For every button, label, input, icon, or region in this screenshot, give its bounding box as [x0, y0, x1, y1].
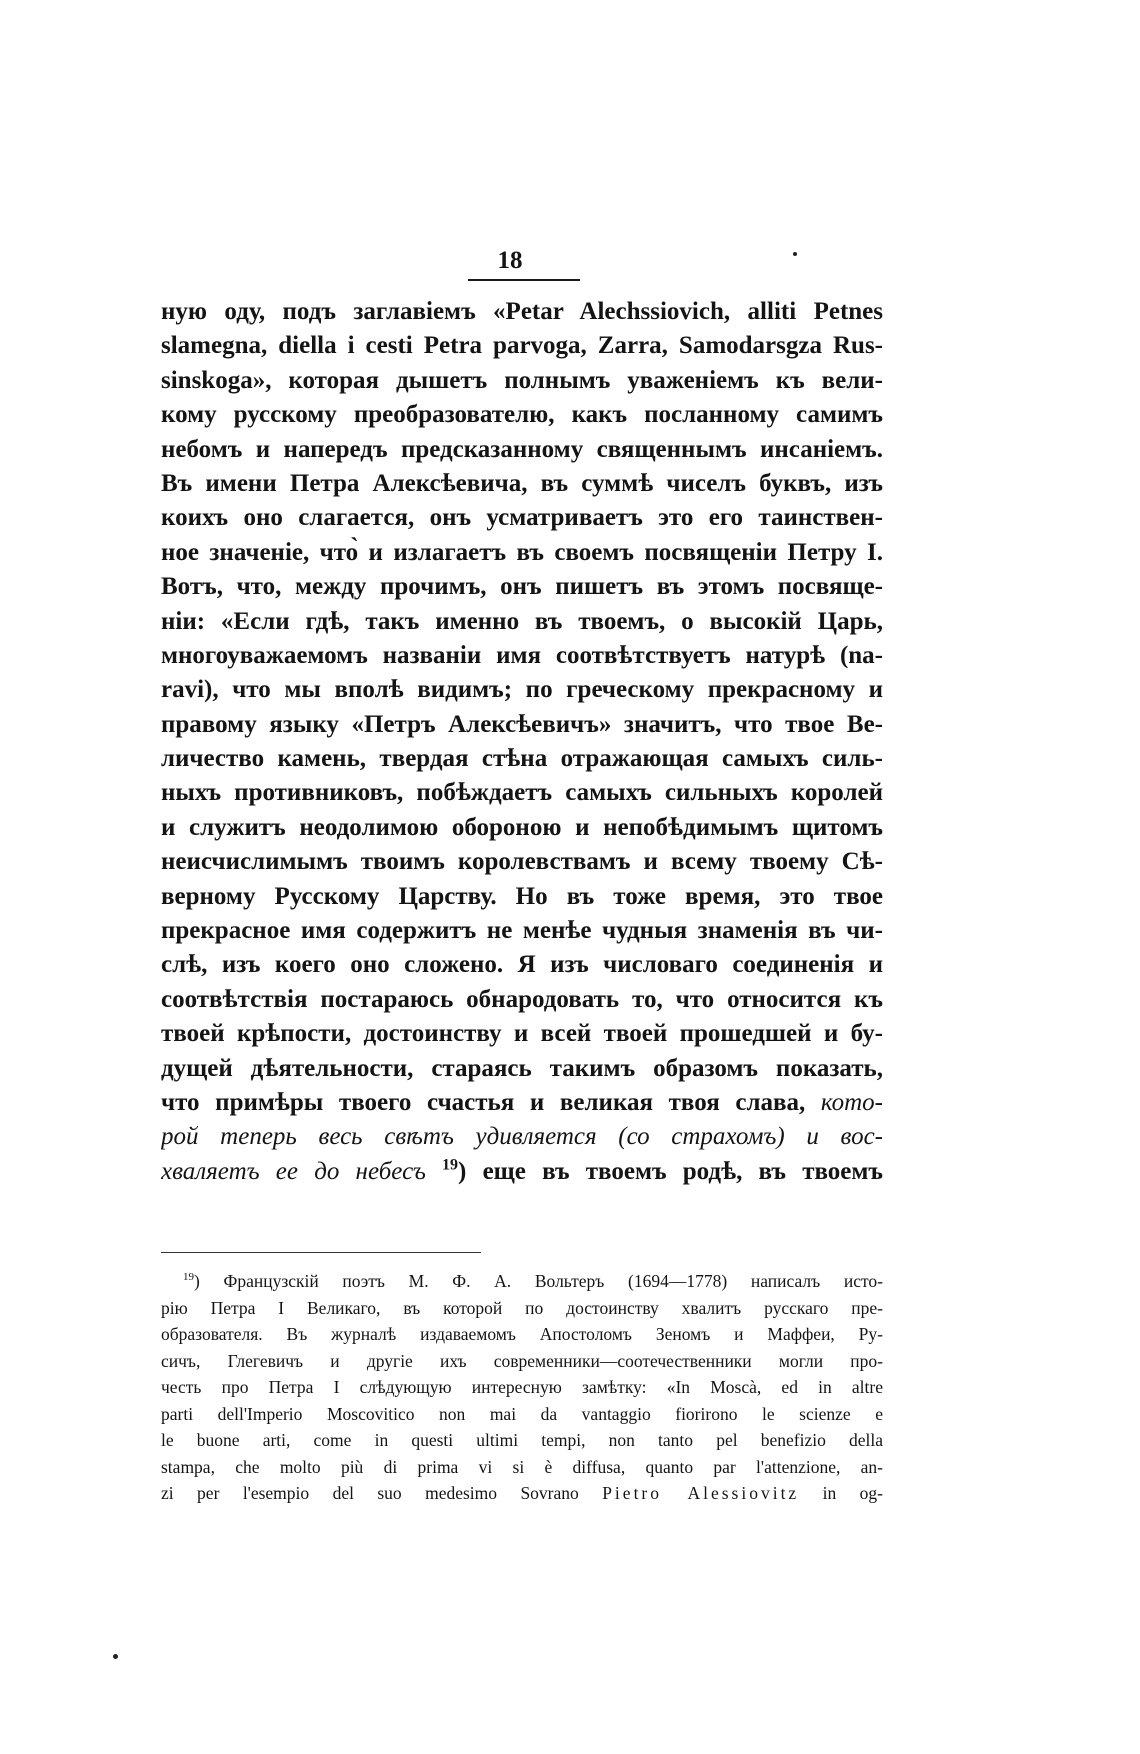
- text-line: ravi), что мы вполѣ видимъ; по греческому прекрасному и: [161, 676, 883, 704]
- footnote-line: честь про Петра I слѣдующую интересную замѣтку: «In Moscà, ed in altre: [161, 1377, 883, 1397]
- text-line: прекрасное имя содержитъ не менѣе чудныя знаменія въ чи-: [161, 917, 883, 945]
- footnote-line: stampa, che molto più di prima vi si è diffusa, quanto par l'attenzione, an-: [161, 1456, 883, 1477]
- italic-quote: хваляетъ ее до небесъ: [161, 1157, 426, 1185]
- footnote-line: [161, 1480, 883, 1507]
- footnote: [161, 1268, 883, 1507]
- page-number-rule: [468, 279, 580, 281]
- footnote-separator: [161, 1252, 481, 1253]
- text-segment: ) еще въ твоемъ родѣ, въ твоемъ: [458, 1157, 883, 1185]
- main-text: [161, 295, 883, 1189]
- footnote-reference[interactable]: 19: [442, 1156, 459, 1174]
- text-line: верному Русскому Царству. Но въ тоже время, это твое: [161, 882, 883, 910]
- print-speck: [793, 252, 797, 256]
- footnote-line: parti dell'Imperio Moscovitico non mai da vantaggio fiorirono le scienze e: [161, 1403, 883, 1424]
- text-line: личество камень, твердая стѣна отражающая самыхъ силь-: [161, 745, 883, 773]
- text-line: sinskoga», которая дышетъ полнымъ уваженіемъ къ вели-: [161, 366, 883, 394]
- text-line: коихъ оно слагается, онъ усматриваетъ это его таинствен-: [161, 504, 883, 532]
- text-line: slamegna, diella i cesti Petra parvoga, Zarra, Samodarsgza Rus-: [161, 332, 883, 360]
- text-line: [161, 1086, 883, 1120]
- text-line: твоей крѣпости, достоинству и всей твоей прошедшей и бу-: [161, 1020, 883, 1048]
- footnote-line: образователя. Въ журналѣ издаваемомъ Апостоломъ Зеномъ и Маффеи, Ру-: [161, 1324, 883, 1344]
- text-line: небомъ и напередъ предсказанному священнымъ инсаніемъ.: [161, 435, 883, 463]
- footnote-text: zi per l'esempio del suo medesimo Sovrano: [161, 1483, 603, 1503]
- page-number: 18: [497, 247, 523, 274]
- text-line: неисчислимымъ твоимъ королевствамъ и всему твоему Сѣ-: [161, 848, 883, 876]
- text-line: кому русскому преобразователю, какъ посланному самимъ: [161, 401, 883, 429]
- spaced-name: Pietro Alessiovitz: [602, 1483, 800, 1503]
- text-line: ныхъ противниковъ, побѣждаетъ самыхъ сильныхъ королей: [161, 779, 883, 807]
- text-line: Въ имени Петра Алексѣевича, въ суммѣ чиселъ буквъ, изъ: [161, 469, 883, 497]
- print-speck: [113, 1654, 118, 1659]
- italic-quote: кото-: [820, 1088, 883, 1116]
- text-line: дущей дѣятельности, стараясь такимъ образомъ показать,: [161, 1054, 883, 1082]
- text-line: многоуважаемомъ названіи имя соотвѣтствуетъ натурѣ (na-: [161, 641, 883, 669]
- text-line: ное значеніе, что̀ и излагаетъ въ своемъ посвященіи Петру I.: [161, 538, 883, 566]
- text-line: [161, 1120, 883, 1154]
- footnote-text: in og-: [799, 1483, 883, 1503]
- footnote-line: le buone arti, come in questi ultimi tempi, non tanto pel benefizio della: [161, 1430, 883, 1450]
- footnote-line: [161, 1268, 883, 1295]
- text-line: [161, 1155, 883, 1189]
- footnote-line: рію Петра I Великаго, въ которой по достоинству хвалитъ русскаго пре-: [161, 1297, 883, 1318]
- text-line: соотвѣтствія постараюсь обнародовать то, что относится къ: [161, 985, 883, 1013]
- text-line: правому языку «Петръ Алексѣевичъ» значитъ, что твое Ве-: [161, 710, 883, 738]
- footnote-line: сичъ, Глегевичъ и другіе ихъ современники—соотечественники могли про-: [161, 1350, 883, 1371]
- footnote-mark: 19: [183, 1271, 194, 1284]
- footnote-text: ) Французскій поэтъ М. Ф. А. Вольтеръ (1694—1778) написалъ исто-: [194, 1271, 883, 1291]
- text-line: Вотъ, что, между прочимъ, онъ пишетъ въ этомъ посвяще-: [161, 573, 883, 601]
- text-line: и служитъ неодолимою обороною и непобѣдимымъ щитомъ: [161, 813, 883, 841]
- text-segment: что примѣры твоего счастья и великая твоя слава,: [161, 1088, 821, 1116]
- text-line: ную оду, подъ заглавіемъ «Petar Alechssiovich, alliti Petnes: [161, 298, 883, 325]
- text-line: слѣ, изъ коего оно сложено. Я изъ числоваго соединенія и: [161, 951, 883, 979]
- italic-quote: рой теперь весь свѣтъ удивляется (со страхомъ) и вос-: [161, 1123, 883, 1151]
- text-line: ніи: «Если гдѣ, такъ именно въ твоемъ, о высокій Царь,: [161, 607, 883, 635]
